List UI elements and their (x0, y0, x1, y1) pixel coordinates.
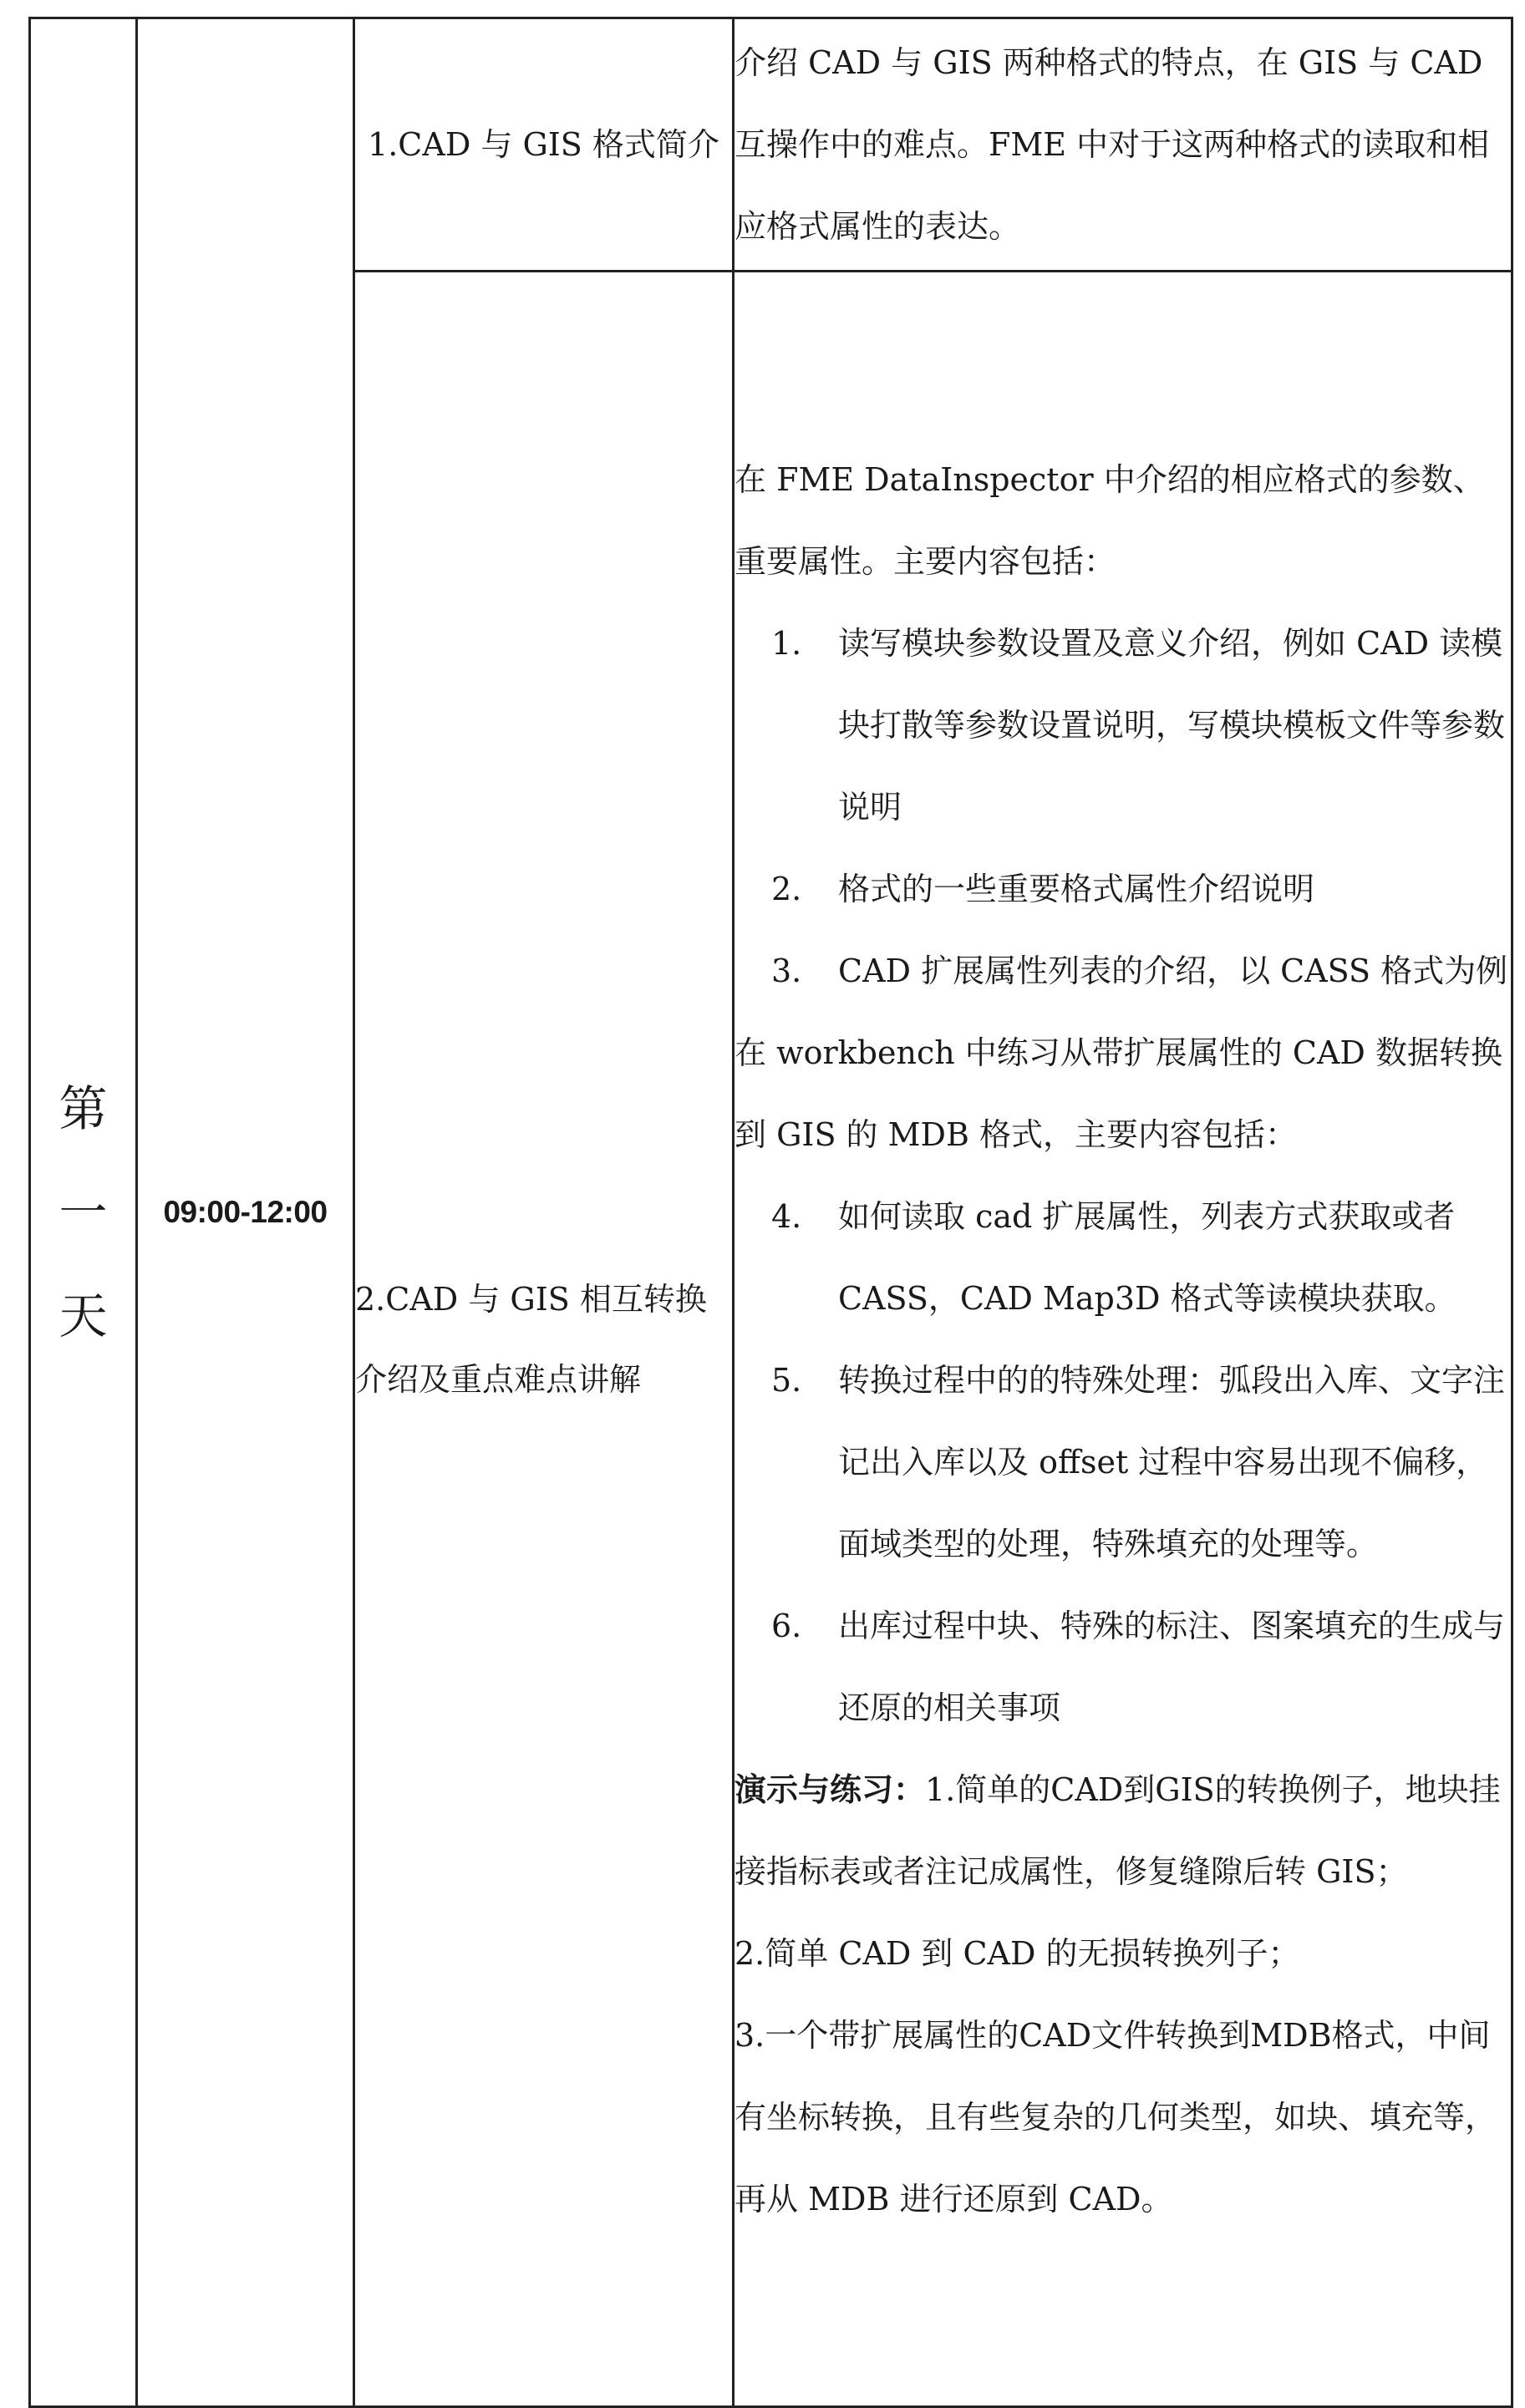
demo-paragraph: 3.一个带扩展属性的CAD文件转换到MDB格式，中间有坐标转换，且有些复杂的几何类型，如块、填充等，再从 MDB 进行还原到 CAD。 (735, 2016, 1497, 2217)
list-text: 如何读取 cad 扩展属性，列表方式获取或者 CASS，CAD Map3D 格式等读模块获取。 (838, 1197, 1456, 1317)
list-number: 1. (771, 624, 802, 662)
list-number: 4. (771, 1197, 802, 1235)
content-paragraph: 在 workbench 中练习从带扩展属性的 CAD 数据转换到 GIS 的 MDB 格式，主要内容包括： (735, 1034, 1502, 1153)
content-paragraph: 介绍 CAD 与 GIS 两种格式的特点，在 GIS 与 CAD 互操作中的难点。FME 中对于这两种格式的读取和相应格式属性的表达。 (735, 44, 1490, 245)
list-item (735, 1339, 1511, 1585)
list-item (735, 1585, 1511, 1749)
demo-text: 1.简单的CAD到GIS的转换例子，地块挂接指标表或者注记成属性，修复缝隙后转 GIS； (735, 1770, 1501, 1890)
list-item (735, 930, 1511, 1012)
topic-cell: 1.CAD 与 GIS 格式简介 (354, 18, 734, 272)
schedule-table (28, 17, 1513, 2408)
list-number: 5. (771, 1361, 802, 1399)
topic-cell: 2.CAD 与 GIS 相互转换介绍及重点难点讲解 (354, 272, 734, 2407)
list-number: 3. (771, 952, 802, 989)
time-cell: 09:00-12:00 (137, 18, 354, 2407)
list-text: CAD 扩展属性列表的介绍，以 CASS 格式为例 (838, 952, 1508, 989)
table-row (30, 18, 1512, 272)
list-text: 读写模块参数设置及意义介绍，例如 CAD 读模块打散等参数设置说明，写模块模板文件等参数说明 (838, 624, 1506, 826)
content-paragraph: 在 FME DataInspector 中介绍的相应格式的参数、重要属性。主要内容包括： (735, 460, 1485, 580)
list-text: 格式的一些重要格式属性介绍说明 (838, 870, 1315, 907)
demo-paragraph: 2.简单 CAD 到 CAD 的无损转换列子； (735, 1934, 1300, 1972)
content-cell (734, 18, 1512, 272)
day-char: 天 (58, 1288, 108, 1344)
list-number: 6. (771, 1607, 802, 1644)
list-text: 转换过程中的的特殊处理：弧段出入库、文字注记出入库以及 offset 过程中容易出现不偏移，面域类型的处理，特殊填充的处理等。 (838, 1361, 1506, 1562)
list-item (735, 602, 1511, 848)
content-cell (734, 272, 1512, 2407)
list-number: 2. (771, 870, 802, 907)
list-item (735, 848, 1511, 930)
day-cell (30, 18, 137, 2407)
list-item (735, 1176, 1511, 1339)
demo-label: 演示与练习： (735, 1770, 926, 1808)
day-char: 第 (58, 1080, 108, 1137)
demo-paragraph (735, 1749, 1511, 1913)
list-text: 出库过程中块、特殊的标注、图案填充的生成与还原的相关事项 (838, 1607, 1506, 1726)
day-char: 一 (58, 1184, 108, 1241)
